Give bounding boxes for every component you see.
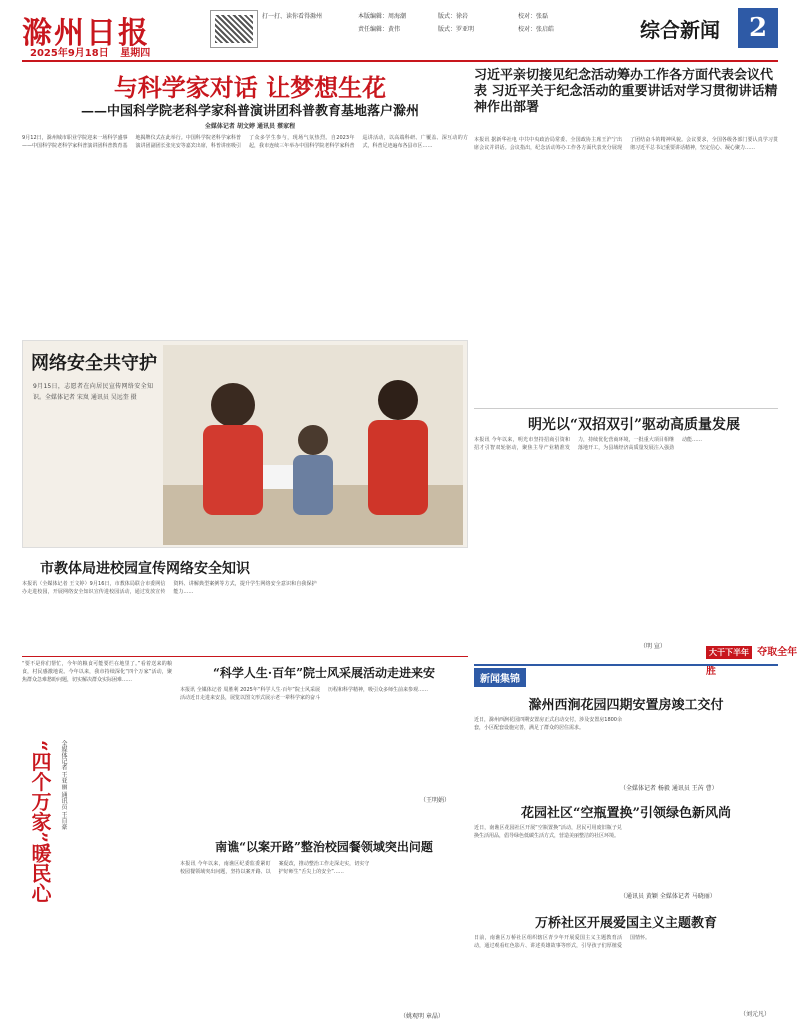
roundup-rule bbox=[474, 664, 778, 666]
academician-note: （王明娟） bbox=[420, 797, 451, 804]
xi-body: 本报讯 据新华社电 中共中央政治局常委、全国政协主席王沪宁出席会议并讲话。会议指出，纪念活动筹办工作各方面代表充分展现了团结奋斗的精神风貌。会议要求，全国各级各部门要认真学习贯彻习近平总书记重要讲话精神，坚定信心、凝心聚力…… bbox=[474, 137, 778, 151]
nanqiao-headline: 南谯“以案开路”整治校园餐领域突出问题 bbox=[215, 840, 433, 854]
cyber-body: 本报讯（全媒体记者 王文婷）9月16日，市教体局联合市委网信办走进校园，开展网络安全知识宣传进校园活动，通过发放宣传资料、讲解典型案例等方式，提升学生网络安全意识和自我保护能力…… bbox=[22, 581, 317, 595]
divider bbox=[474, 408, 778, 409]
roundup-headline-1: 滁州西涧花园四期安置房竣工交付 bbox=[528, 698, 724, 713]
section-title: 综合新闻 bbox=[640, 18, 720, 42]
editor-line: 版式：罗亚明 bbox=[438, 26, 475, 33]
roundup-body-1: 近日，滁州西涧花园四期安置房正式启动交付，涉及安置房1800余套，小区配套设施完善，满足了群众的居住需求。 bbox=[474, 717, 622, 731]
cyber-photo-panel bbox=[22, 340, 468, 548]
campaign-badge bbox=[706, 640, 800, 678]
newspaper-title: 滁州日报 bbox=[22, 16, 150, 51]
cyber-caption: 9月15日，志愿者在向居民宣传网络安全知识。全媒体记者 宋岚 通讯员 吴远奎 摄 bbox=[33, 383, 153, 401]
qr-code-icon bbox=[215, 15, 253, 43]
roundup-banner: 新闻集锦 bbox=[474, 668, 526, 687]
badge-left: 大干下半年 bbox=[706, 646, 752, 659]
lead-headline: 与科学家对话 让梦想生花 bbox=[113, 73, 387, 102]
roundup-body-2: 近日，南谯区花园社区开展“空瓶置换”活动，居民可用废旧瓶子兑换生活用品，倡导绿色低碳生活方式，营造美丽整洁的社区环境。 bbox=[474, 825, 622, 839]
roundup-note-1: （全媒体记者 杨毅 通讯员 王芮 曹） bbox=[620, 785, 718, 792]
roundup-body-3: 日前，南谯区万桥社区组织辖区青少年开展爱国主义主题教育活动，通过观看红色影片、讲述英雄故事等形式，引导孩子们厚植爱国情怀。 bbox=[474, 935, 651, 949]
mingguang-note: （明 宣） bbox=[640, 643, 666, 650]
academician-body: 本报讯 全媒体记者 周胜利 2025年“科学人生·百年”院士风采展活动近日走进来安县，展览以图文形式展示老一辈科学家的奋斗历程和科学精神，吸引众多师生前来参观…… bbox=[180, 687, 429, 701]
badge-right: 夺取全年胜 bbox=[706, 647, 798, 677]
editor-line: 责任编辑：黄伟 bbox=[358, 26, 401, 33]
four-body: “要不是你们帮忙，今年的粮食可能要烂在地里了。”看着送来的粮食，村民感激地说。今年以来，我市持续深化“四个万家”活动，聚焦群众急难愁盼问题，切实解决群众实际困难…… bbox=[22, 661, 172, 683]
nanqiao-body: 本报讯 今年以来，南谯区纪委监委紧盯校园餐领域突出问题，坚持以案开路、以案促改，推动整治工作走深走实，切实守护好师生“舌尖上的安全”…… bbox=[180, 861, 370, 875]
editor-info bbox=[358, 12, 598, 34]
issue-date bbox=[30, 44, 150, 59]
roundup-headline-2: 花园社区“空瓶置换”引领绿色新风尚 bbox=[521, 806, 731, 821]
academician-headline: “科学人生·百年”院士风采展活动走进来安 bbox=[213, 666, 435, 680]
editor-line: 校对：张启皓 bbox=[518, 26, 555, 33]
editor-line: 校对：张磊 bbox=[518, 13, 549, 20]
cyber-banner: 网络安全共守护 bbox=[31, 353, 157, 374]
roundup-note-3: （刘元凡） bbox=[740, 1011, 771, 1018]
mingguang-body: 本报讯 今年以来，明光市坚持招商引资和招才引智双轮驱动，聚焦主导产业精准发力，持续优化营商环境，一批重大项目相继落地开工，为县域经济高质量发展注入强劲动能…… bbox=[474, 437, 703, 451]
date-text: 2025年9月18日 bbox=[30, 48, 109, 59]
four-side-byline: 全媒体记者 王亚丽 通讯员 王自豪 bbox=[60, 740, 67, 830]
lead-byline: 全媒体记者 胡文婷 通讯员 蔡家程 bbox=[204, 123, 296, 130]
cyber-headline: 市教体局进校园宣传网络安全知识 bbox=[40, 561, 250, 577]
lead-body: 9月12日，滁州城市职业学院迎来一场科学盛事——中国科学院老科学家科普演讲团科普教育基地揭牌仪式在此举行。中国科学院老科学家科普演讲团副团长张宪安等嘉宾出席，科普讲座吸引了众多学生参与，现场气氛热烈。自2023年起，我市连续三年举办中国科学院老科学家科普巡讲活动，以高端科研、广覆盖、深互动的方式，科普足迹遍布各县市区…… bbox=[22, 135, 468, 149]
mini-title: 打一打、读你看得滁州 bbox=[262, 13, 323, 20]
weekday-text: 星期四 bbox=[120, 48, 151, 59]
page-number: 2 bbox=[738, 8, 778, 48]
four-side-title: “四个万家”暖民心 bbox=[28, 740, 52, 904]
nanqiao-note: （姚观明 章晶） bbox=[400, 1013, 444, 1020]
editor-line: 版式：徐岩 bbox=[438, 13, 469, 20]
divider bbox=[22, 656, 468, 657]
lead-subheadline: ——中国科学院老科学家科普演讲团科普教育基地落户滁州 bbox=[80, 104, 419, 119]
roundup-headline-3: 万桥社区开展爱国主义主题教育 bbox=[534, 916, 717, 931]
masthead-rule bbox=[22, 60, 778, 62]
volunteer-photo bbox=[163, 345, 463, 545]
mingguang-headline: 明光以“双招双引”驱动高质量发展 bbox=[527, 417, 741, 433]
qr-box bbox=[210, 10, 258, 48]
roundup-note-2: （通讯员 黄颖 全媒体记者 马晓丽） bbox=[620, 893, 716, 900]
editor-line: 本版编辑：周海潮 bbox=[358, 13, 407, 20]
xi-headline: 习近平亲切接见纪念活动筹办工作各方面代表会议代表 习近平关于纪念活动的重要讲话对学习贯彻讲话精神作出部署 bbox=[474, 68, 778, 115]
